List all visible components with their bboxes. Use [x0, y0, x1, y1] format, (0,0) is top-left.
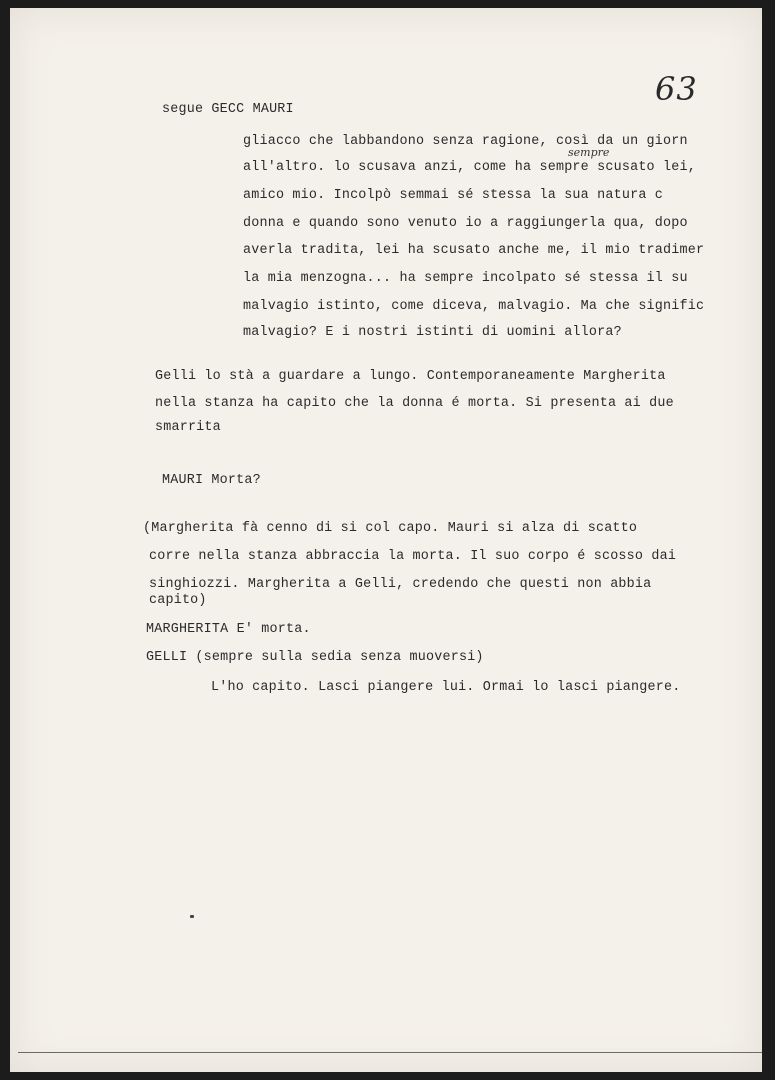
stage-direction-line-1: Gelli lo stà a guardare a lungo. Contemporaneamente Margherita: [155, 369, 666, 384]
stage-direction-2-line-3: singhiozzi. Margherita a Gelli, credendo che questi non abbia: [149, 577, 652, 592]
speech-line-3: amico mio. Incolpò semmai sé stessa la sua natura c: [243, 188, 664, 203]
margherita-line: MARGHERITA E' morta.: [146, 622, 311, 637]
speech-line-8: malvagio? E i nostri istinti di uomini allora?: [243, 325, 622, 340]
stage-direction-2-line-1: (Margherita fà cenno di si col capo. Mauri si alza di scatto: [143, 521, 638, 536]
ink-dot: [190, 915, 194, 918]
speech-line-2: all'altro. lo scusava anzi, come ha sempre scusato lei,: [243, 160, 696, 175]
stage-direction-2-line-2: corre nella stanza abbraccia la morta. Il suo corpo é scosso dai: [149, 549, 677, 564]
page-number: 63: [655, 70, 698, 108]
speech-line-5: averla tradita, lei ha scusato anche me, il mio tradimer: [243, 243, 705, 258]
handwritten-insert: sempre: [568, 146, 610, 159]
gelli-line: GELLI (sempre sulla sedia senza muoversi): [146, 650, 484, 665]
speech-line-6: la mia menzogna... ha sempre incolpato sé stessa il su: [243, 271, 688, 286]
scene-header: segue GECC MAURI: [162, 102, 294, 117]
speech-line-1: gliacco che labbandono senza ragione, così da un giorn: [243, 134, 688, 149]
stage-direction-2-line-4: capito): [149, 593, 207, 608]
stage-direction-line-2: nella stanza ha capito che la donna é morta. Si presenta ai due: [155, 396, 674, 411]
stage-direction-line-3: smarrita: [155, 420, 221, 435]
page-bottom-rule: [18, 1052, 762, 1053]
speech-line-7: malvagio istinto, come diceva, malvagio. Ma che signific: [243, 299, 705, 314]
speech-line-4: donna e quando sono venuto io a raggiungerla qua, dopo: [243, 216, 688, 231]
gelli-speech: L'ho capito. Lasci piangere lui. Ormai lo lasci piangere.: [211, 680, 681, 695]
mauri-line: MAURI Morta?: [162, 473, 261, 488]
